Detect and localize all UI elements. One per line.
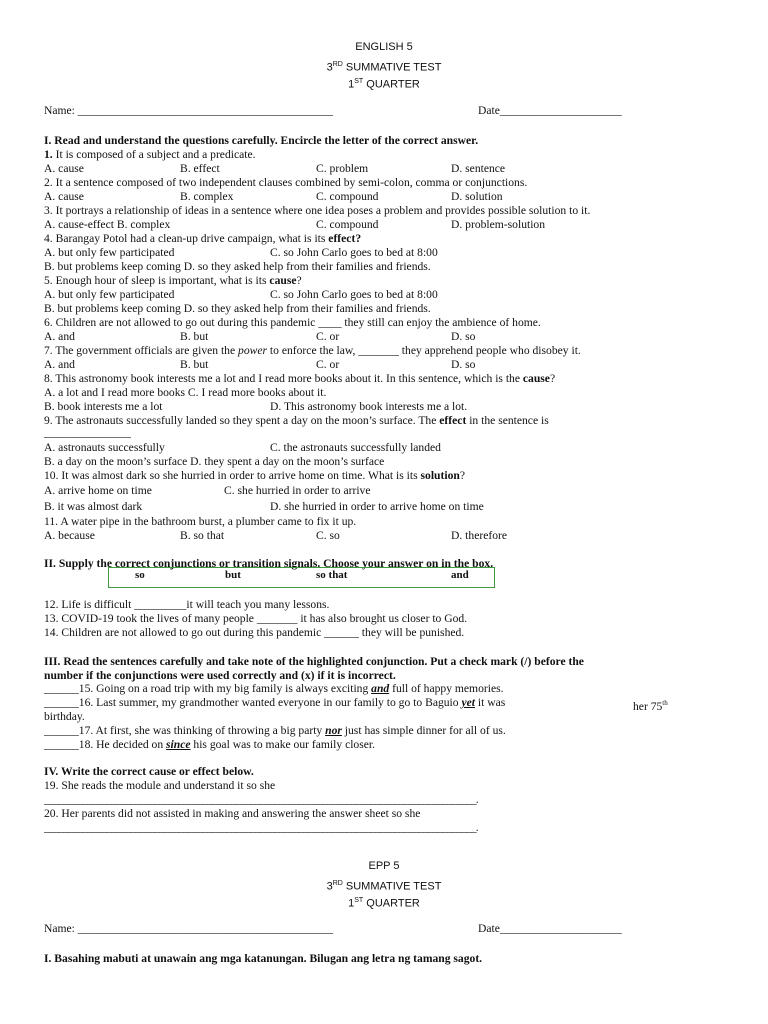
q10-choice-c[interactable]: C. she hurried in order to arrive [224,484,371,497]
q3-choice-ab[interactable]: A. cause-effect B. complex [44,218,171,231]
q9-choice-c[interactable]: C. the astronauts successfully landed [270,441,441,454]
part3-instructions-line2: number if the conjunctions were used correctly and (x) if it is incorrect. [44,669,396,682]
page1-name-field[interactable]: Name: ____________________________________________ [44,104,333,117]
q6-choice-d[interactable]: D. so [451,330,476,343]
q2-choice-a[interactable]: A. cause [44,190,84,203]
q2-choice-d[interactable]: D. solution [451,190,503,203]
q11-choice-a[interactable]: A. because [44,529,95,542]
question-18: ______18. He decided on since his goal was to make our family closer. [44,738,376,751]
page2-name-field[interactable]: Name: ____________________________________________ [44,922,333,935]
question-20: 20. Her parents did not assisted in making and answering the answer sheet so she [44,807,421,820]
word-bank-item: so that [316,569,348,581]
q9-blank[interactable]: _______________ [44,426,131,439]
question-19: 19. She reads the module and understand it so she [44,779,276,792]
q7-choice-c[interactable]: C. or [316,358,340,371]
question-5: 5. Enough hour of sleep is important, what is its cause? [44,274,302,287]
question-17: ______17. At first, she was thinking of throwing a big party nor just has simple dinner for all of us. [44,724,506,737]
q1-choice-b[interactable]: B. effect [180,162,220,175]
question-7: 7. The government officials are given the power to enforce the law, _______ they apprehend people who disobey it. [44,344,581,357]
page2-date-field[interactable]: Date_____________________ [478,922,622,935]
question-6: 6. Children are not allowed to go out during this pandemic ____ they still can enjoy the ambience of home. [44,316,541,329]
q2-choice-b[interactable]: B. complex [180,190,234,203]
question-1: 1. It is composed of a subject and a predicate. [44,148,256,161]
q1-choice-c[interactable]: C. problem [316,162,369,175]
question-9: 9. The astronauts successfully landed so they spent a day on the moon’s surface. The effect in the sentence is [44,414,549,427]
question-13: 13. COVID-19 took the lives of many people _______ it has also brought us closer to God. [44,612,468,625]
q8-choice-ac[interactable]: A. a lot and I read more books C. I read more books about it. [44,386,327,399]
q2-choice-c[interactable]: C. compound [316,190,379,203]
q1-choice-a[interactable]: A. cause [44,162,84,175]
q3-choice-c[interactable]: C. compound [316,218,379,231]
q8-choice-b[interactable]: B. book interests me a lot [44,400,163,413]
question-12: 12. Life is difficult _________it will teach you many lessons. [44,598,330,611]
question-16-tail: her 75th [633,699,668,713]
page1-title: ENGLISH 5 [355,41,413,53]
word-bank-item: and [451,569,469,581]
q1-choice-d[interactable]: D. sentence [451,162,506,175]
q7-choice-b[interactable]: B. but [180,358,209,371]
question-10: 10. It was almost dark so she hurried in order to arrive home on time. What is its solution? [44,469,465,482]
q3-choice-d[interactable]: D. problem-solution [451,218,546,231]
part4-instructions: IV. Write the correct cause or effect below. [44,765,254,778]
q10-choice-d[interactable]: D. she hurried in order to arrive home on time [270,500,484,513]
word-bank-item: so [135,569,145,581]
q10-choice-b[interactable]: B. it was almost dark [44,500,143,513]
question-4: 4. Barangay Potol had a clean-up drive campaign, what is its effect? [44,232,362,245]
q7-choice-d[interactable]: D. so [451,358,476,371]
question-3: 3. It portrays a relationship of ideas in a sentence where one idea poses a problem and provides possible solution to it. [44,204,591,217]
q8-choice-d[interactable]: D. This astronomy book interests me a lot. [270,400,468,413]
q4-choice-c[interactable]: C. so John Carlo goes to bed at 8:00 [270,246,438,259]
q7-choice-a[interactable]: A. and [44,358,75,371]
q11-choice-d[interactable]: D. therefore [451,529,508,542]
q11-choice-b[interactable]: B. so that [180,529,225,542]
q9-choice-bd[interactable]: B. a day on the moon’s surface D. they spent a day on the moon’s surface [44,455,385,468]
question-2: 2. It a sentence composed of two independent clauses combined by semi-colon, comma or conjunctions. [44,176,528,189]
q10-choice-a[interactable]: A. arrive home on time [44,484,152,497]
q5-choice-a[interactable]: A. but only few participated [44,288,175,301]
word-bank-item: but [225,569,241,581]
page2-quarter-label: 1ST QUARTER [348,897,420,910]
page1-date-field[interactable]: Date_____________________ [478,104,622,117]
q6-choice-a[interactable]: A. and [44,330,75,343]
q4-choice-bd[interactable]: B. but problems keep coming D. so they asked help from their families and friends. [44,260,431,273]
part3-instructions-line1: III. Read the sentences carefully and take note of the highlighted conjunction. Put a check mark (/) before the [44,655,584,668]
q5-choice-c[interactable]: C. so John Carlo goes to bed at 8:00 [270,288,438,301]
q19-answer-line[interactable]: __________________________________________________________________________________________. [44,793,478,806]
question-14: 14. Children are not allowed to go out during this pandemic ______ they will be punished. [44,626,465,639]
q6-choice-b[interactable]: B. but [180,330,209,343]
page2-test-label: 3RD SUMMATIVE TEST [326,880,442,893]
question-15: ______15. Going on a road trip with my big family is always exciting and full of happy memories. [44,682,504,695]
q4-choice-a[interactable]: A. but only few participated [44,246,175,259]
question-16-continued: birthday. [44,710,85,723]
question-11: 11. A water pipe in the bathroom burst, a plumber came to fix it up. [44,515,357,528]
q9-choice-a[interactable]: A. astronauts successfully [44,441,165,454]
question-16: ______16. Last summer, my grandmother wanted everyone in our family to go to Baguio yet it was [44,696,506,709]
question-8: 8. This astronomy book interests me a lot and I read more books about it. In this sentence, which is the cause? [44,372,556,385]
q20-answer-line[interactable]: __________________________________________________________________________________________. [44,821,478,834]
page2-part1-instructions: I. Basahing mabuti at unawain ang mga katanungan. Bilugan ang letra ng tamang sagot. [44,952,483,965]
q5-choice-bd[interactable]: B. but problems keep coming D. so they asked help from their families and friends. [44,302,431,315]
page2-title: EPP 5 [368,860,400,872]
word-bank-box [108,567,495,588]
part2-instructions: II. Supply the correct conjunctions or transition signals. Choose your answer on in the box. [44,557,494,570]
page1-test-label: 3RD SUMMATIVE TEST [326,61,442,74]
page1-quarter-label: 1ST QUARTER [348,78,420,91]
part1-instructions: I. Read and understand the questions carefully. Encircle the letter of the correct answer. [44,134,479,147]
q11-choice-c[interactable]: C. so [316,529,340,542]
q6-choice-c[interactable]: C. or [316,330,340,343]
